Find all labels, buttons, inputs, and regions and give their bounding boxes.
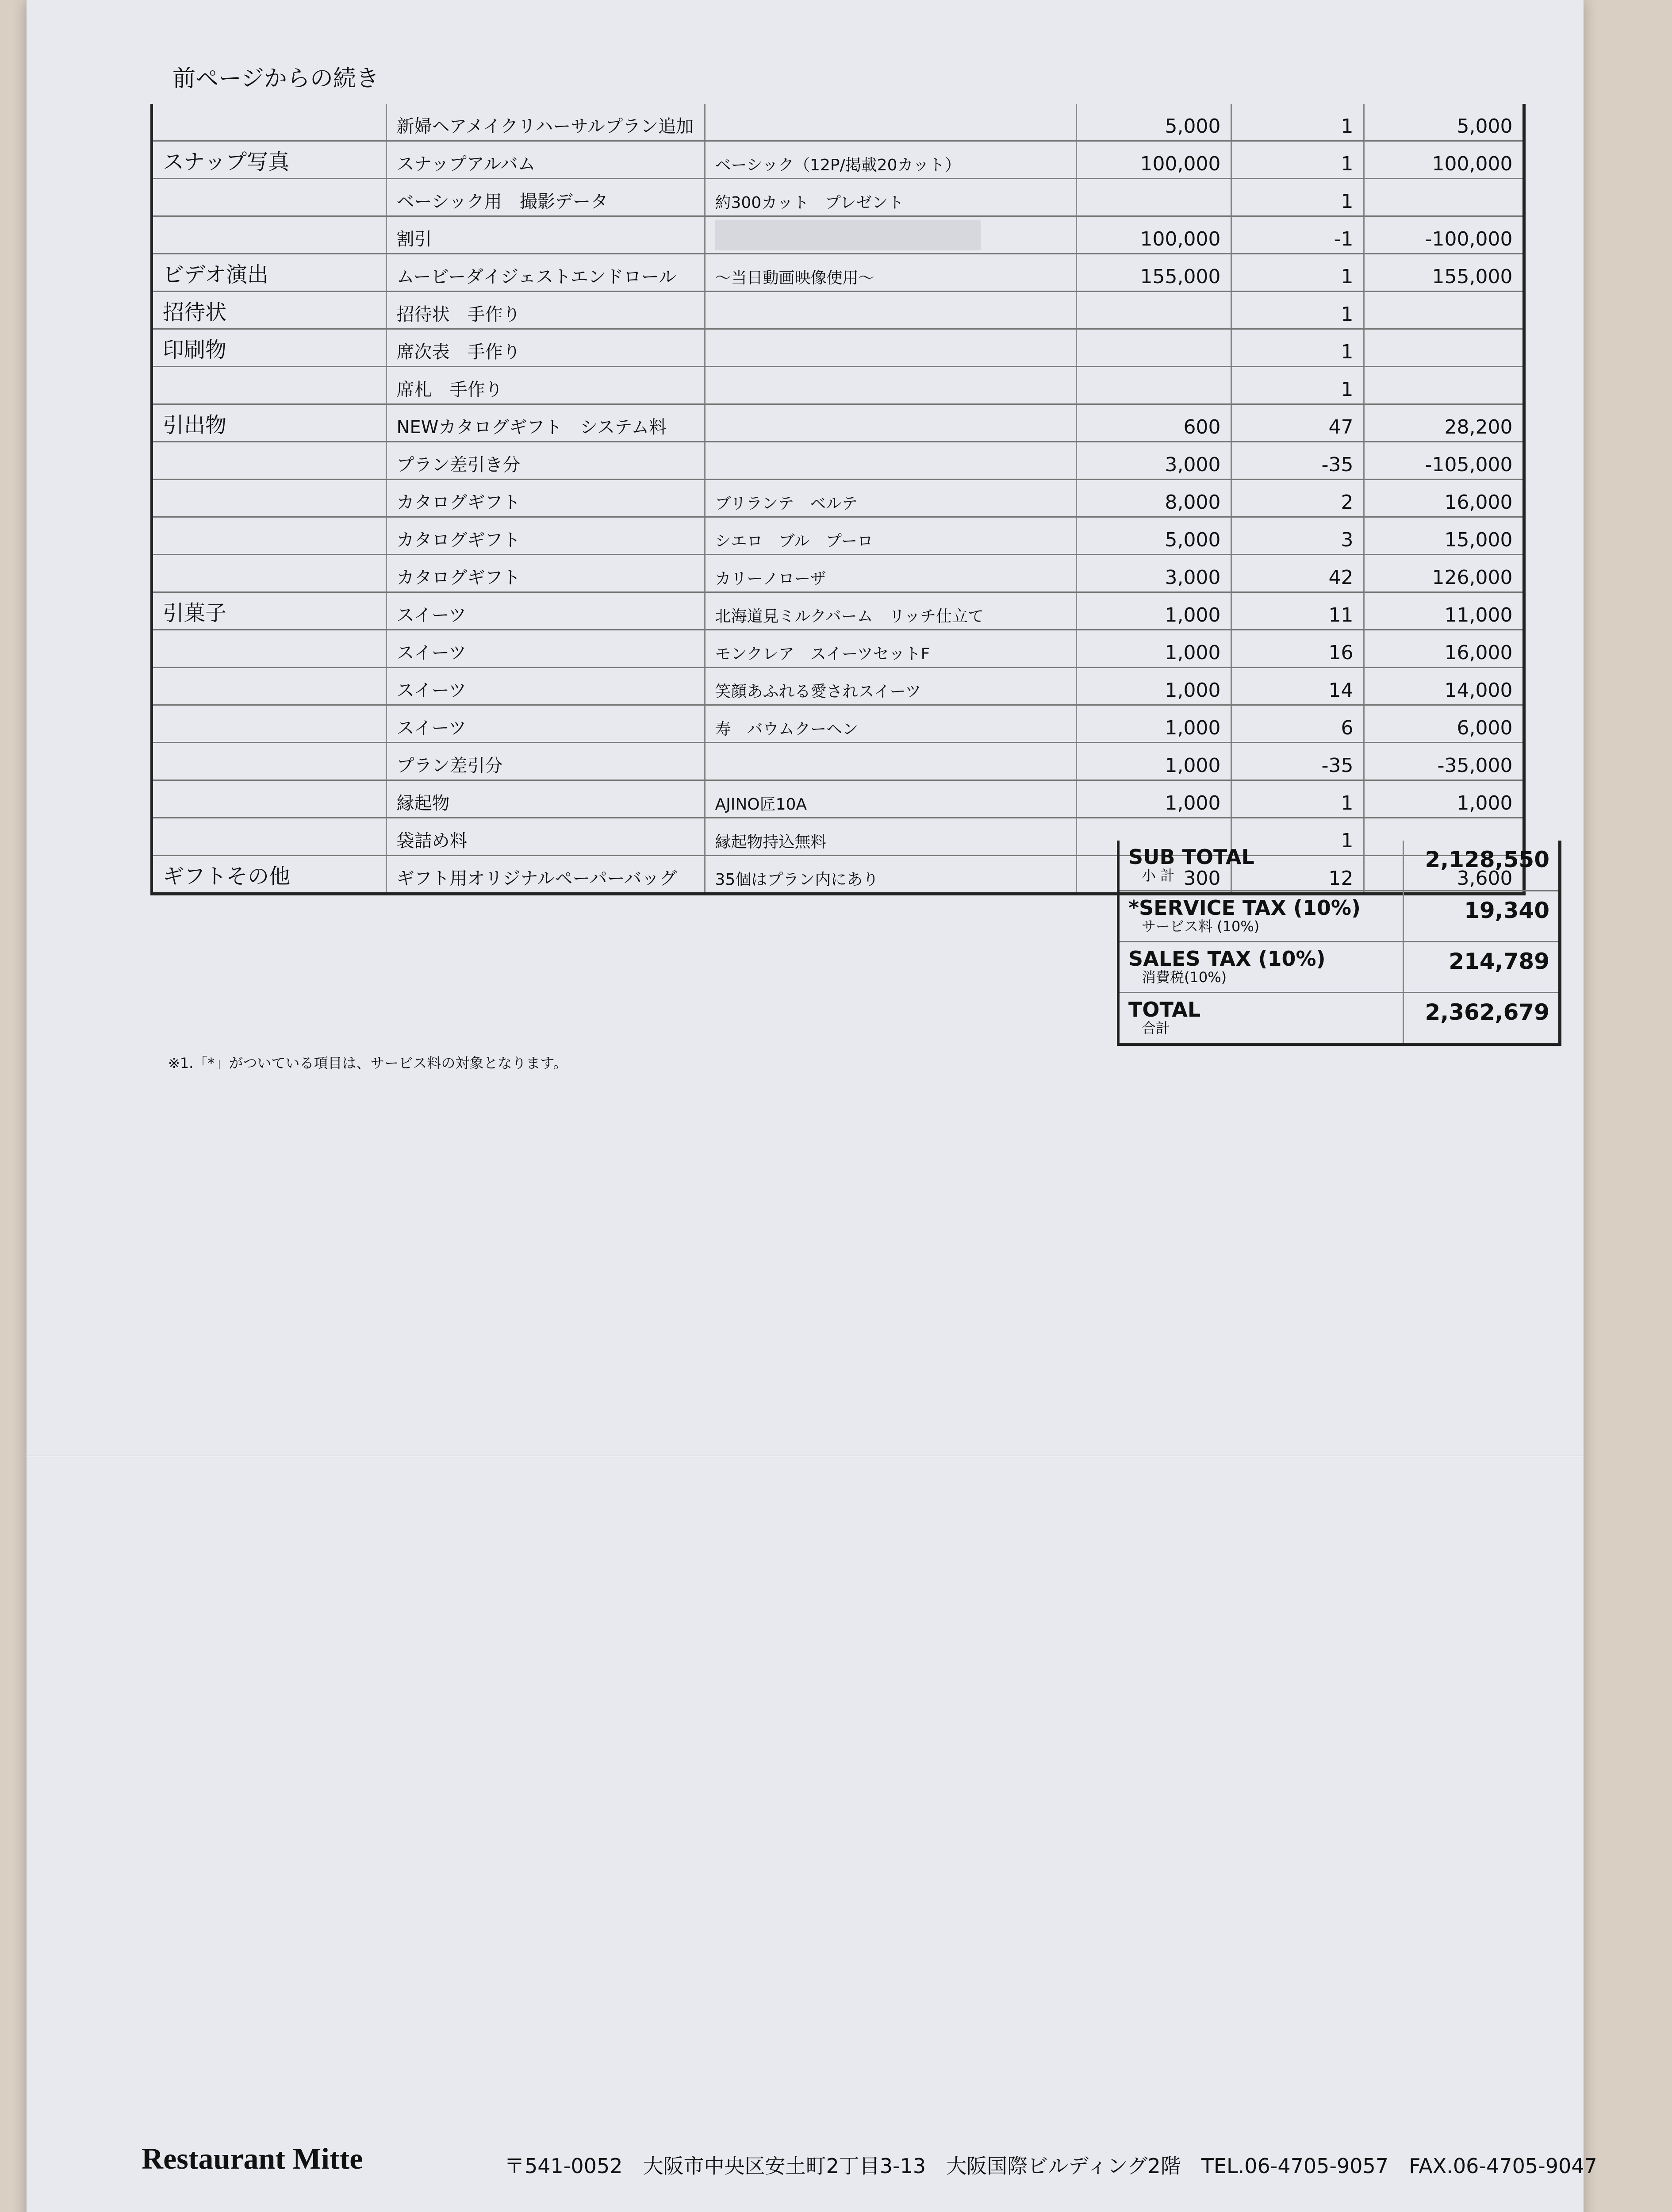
table-row [152,104,1524,141]
table-row [152,668,1524,705]
row-description [705,292,1076,329]
totals-label [1118,891,1404,942]
row-amount [1364,329,1524,367]
redacted-area [715,220,981,250]
row-item: 袋詰め料 [386,818,705,856]
table-row [152,780,1524,818]
totals-value: 2,128,550 [1404,841,1560,891]
totals-body [1118,841,1560,1045]
row-description: 〜当日動画映像使用〜 [705,254,1076,292]
row-amount: 11,000 [1364,592,1524,630]
row-amount: 6,000 [1364,705,1524,743]
row-description: 北海道見ミルクバーム リッチ仕立て [705,592,1076,630]
row-item: カタログギフト [386,480,705,517]
row-quantity: 1 [1231,818,1364,856]
totals-row [1118,841,1560,891]
row-unit-price: 100,000 [1076,141,1231,179]
table-row [152,292,1524,329]
paper-fold [27,1455,1584,1458]
row-unit-price: 600 [1076,404,1231,442]
totals-label-en: SALES TAX (10%) [1128,947,1326,971]
row-unit-price: 1,000 [1076,705,1231,743]
row-description [705,104,1076,141]
row-unit-price [1076,179,1231,216]
row-item: スナップアルバム [386,141,705,179]
totals-row [1118,942,1560,993]
row-amount: 15,000 [1364,517,1524,555]
row-item: 縁起物 [386,780,705,818]
table-row [152,367,1524,404]
table-row [152,743,1524,780]
totals-label-jp: 消費税(10%) [1142,969,1227,986]
row-item: プラン差引き分 [386,442,705,480]
row-category: 引菓子 [152,592,386,630]
row-category: 招待状 [152,292,386,329]
table-row [152,404,1524,442]
row-unit-price [1076,367,1231,404]
row-category [152,743,386,780]
totals-row [1118,993,1560,1045]
row-category [152,480,386,517]
table-row [152,705,1524,743]
row-description [705,216,1076,254]
table-row [152,630,1524,668]
table-row [152,141,1524,179]
row-quantity: 1 [1231,292,1364,329]
row-category [152,179,386,216]
row-quantity: -1 [1231,216,1364,254]
row-description: 縁起物持込無料 [705,818,1076,856]
row-quantity: 16 [1231,630,1364,668]
row-description: モンクレア スイーツセットF [705,630,1076,668]
row-item: NEWカタログギフト システム料 [386,404,705,442]
row-unit-price: 8,000 [1076,480,1231,517]
row-description [705,404,1076,442]
row-description: 35個はプラン内にあり [705,856,1076,894]
table-row [152,442,1524,480]
row-category [152,104,386,141]
row-amount: 14,000 [1364,668,1524,705]
line-items-body [152,104,1524,894]
service-note: ※1.「*」がついている項目は、サービス料の対象となります。 [168,1055,568,1071]
row-quantity: 2 [1231,480,1364,517]
row-quantity: 1 [1231,367,1364,404]
row-amount [1364,179,1524,216]
row-description [705,743,1076,780]
row-quantity: 6 [1231,705,1364,743]
row-category [152,668,386,705]
totals-label-jp: 小 計 [1142,867,1175,884]
row-amount: -35,000 [1364,743,1524,780]
row-unit-price: 5,000 [1076,517,1231,555]
totals-label [1118,942,1404,993]
row-quantity: -35 [1231,743,1364,780]
restaurant-name: Restaurant Mitte [142,2142,363,2175]
totals-label-jp: 合計 [1142,1020,1170,1037]
row-category [152,555,386,592]
row-category: スナップ写真 [152,141,386,179]
row-amount: -100,000 [1364,216,1524,254]
row-quantity: 11 [1231,592,1364,630]
row-item: スイーツ [386,668,705,705]
row-category: ギフトその他 [152,856,386,894]
row-description: AJINO匠10A [705,780,1076,818]
row-category [152,705,386,743]
row-item: スイーツ [386,630,705,668]
row-item: 招待状 手作り [386,292,705,329]
row-unit-price: 100,000 [1076,216,1231,254]
row-amount: 1,000 [1364,780,1524,818]
row-category [152,818,386,856]
row-quantity: 1 [1231,179,1364,216]
row-item: 席札 手作り [386,367,705,404]
table-row [152,555,1524,592]
totals-value: 214,789 [1404,942,1560,993]
row-unit-price: 1,000 [1076,592,1231,630]
table-row [152,329,1524,367]
row-amount: -105,000 [1364,442,1524,480]
row-description: 笑顔あふれる愛されスイーツ [705,668,1076,705]
table-row [152,179,1524,216]
totals-row [1118,891,1560,942]
row-unit-price [1076,292,1231,329]
row-category [152,780,386,818]
row-unit-price: 1,000 [1076,743,1231,780]
row-description: ベーシック（12P/掲載20カット） [705,141,1076,179]
row-amount: 16,000 [1364,630,1524,668]
row-item: 新婦ヘアメイクリハーサルプラン追加 [386,104,705,141]
row-category [152,517,386,555]
row-quantity: 1 [1231,254,1364,292]
table-row [152,254,1524,292]
row-unit-price: 155,000 [1076,254,1231,292]
row-item: カタログギフト [386,555,705,592]
row-quantity: -35 [1231,442,1364,480]
row-quantity: 1 [1231,329,1364,367]
row-unit-price: 300 [1076,856,1231,894]
row-quantity: 1 [1231,104,1364,141]
row-item: ベーシック用 撮影データ [386,179,705,216]
row-description: カリーノローザ [705,555,1076,592]
row-unit-price: 1,000 [1076,780,1231,818]
row-quantity: 12 [1231,856,1364,894]
totals-label-jp: サービス料 (10%) [1142,918,1260,935]
row-category: ビデオ演出 [152,254,386,292]
row-category [152,442,386,480]
row-amount: 100,000 [1364,141,1524,179]
row-description [705,329,1076,367]
row-quantity: 1 [1231,780,1364,818]
row-category [152,216,386,254]
totals-label-en: TOTAL [1128,998,1201,1022]
row-unit-price: 3,000 [1076,442,1231,480]
row-description: 約300カット プレゼント [705,179,1076,216]
table-row [152,517,1524,555]
row-unit-price: 1,000 [1076,630,1231,668]
row-unit-price: 1,000 [1076,668,1231,705]
row-description: シエロ ブル プーロ [705,517,1076,555]
totals-label-en: SUB TOTAL [1128,845,1254,869]
row-quantity: 1 [1231,141,1364,179]
row-description: ブリランテ ベルテ [705,480,1076,517]
restaurant-address: 〒541-0052 大阪市中央区安土町2丁目3-13 大阪国際ビルディング2階 TEL.06-4705-9057 FAX.06-4705-9047 [504,2154,1597,2178]
row-description [705,442,1076,480]
table-row [152,592,1524,630]
row-unit-price: 5,000 [1076,104,1231,141]
totals-label [1118,841,1404,891]
row-amount [1364,292,1524,329]
row-category [152,630,386,668]
row-amount: 28,200 [1364,404,1524,442]
row-quantity: 3 [1231,517,1364,555]
row-category: 印刷物 [152,329,386,367]
row-description [705,367,1076,404]
row-quantity: 47 [1231,404,1364,442]
row-item: スイーツ [386,592,705,630]
row-item: ギフト用オリジナルペーパーバッグ [386,856,705,894]
totals-label-en: *SERVICE TAX (10%) [1128,896,1361,920]
row-item: スイーツ [386,705,705,743]
row-amount: 3,600 [1364,856,1524,894]
row-item: プラン差引分 [386,743,705,780]
table-row [152,480,1524,517]
line-items-table [150,104,1526,895]
row-amount: 126,000 [1364,555,1524,592]
table-row [152,216,1524,254]
row-quantity: 14 [1231,668,1364,705]
row-quantity: 42 [1231,555,1364,592]
row-item: 席次表 手作り [386,329,705,367]
totals-value: 2,362,679 [1404,993,1560,1045]
row-item: カタログギフト [386,517,705,555]
row-category: 引出物 [152,404,386,442]
row-category [152,367,386,404]
row-unit-price: 3,000 [1076,555,1231,592]
row-unit-price [1076,329,1231,367]
totals-table [1117,841,1561,1046]
row-amount [1364,367,1524,404]
page-heading: 前ページからの続き [173,65,379,92]
totals-value: 19,340 [1404,891,1560,942]
row-amount: 155,000 [1364,254,1524,292]
row-amount: 16,000 [1364,480,1524,517]
row-description: 寿 バウムクーヘン [705,705,1076,743]
row-amount: 5,000 [1364,104,1524,141]
row-item: ムービーダイジェストエンドロール [386,254,705,292]
row-item: 割引 [386,216,705,254]
totals-label [1118,993,1404,1045]
